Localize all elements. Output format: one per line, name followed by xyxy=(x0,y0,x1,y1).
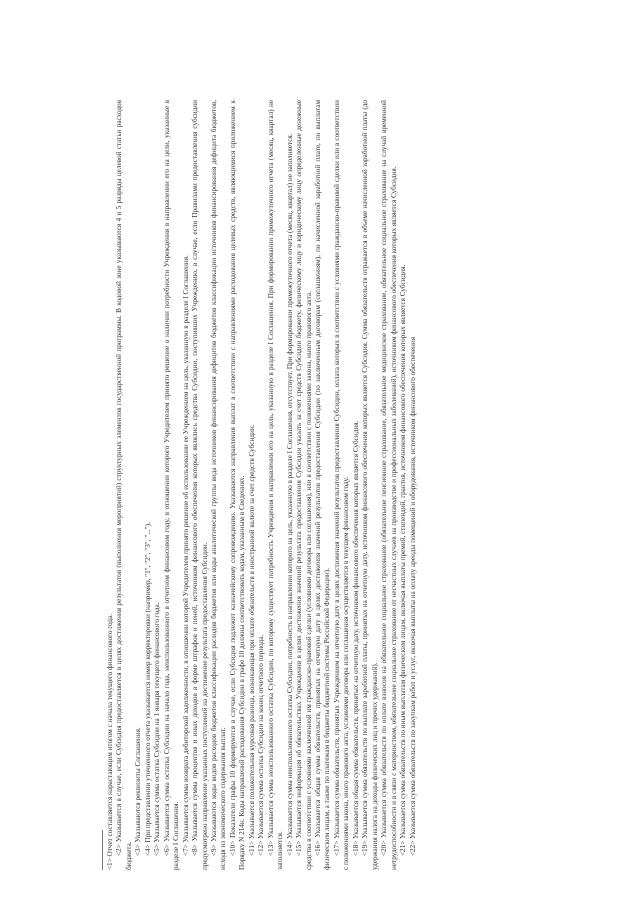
footnotes-list xyxy=(106,100,418,870)
footnote-22: <22> Указывается сумма обязательств по закупкам работ и услуг, включая выплаты на оплату аренды помещений и оборудования, источником финансового обеспечения xyxy=(408,336,417,856)
footnote-12: <12> Указывается сумма остатка Субсидии на конец отчетного периода. xyxy=(257,634,266,856)
footnote-14: <14> Указывается сумма неиспользованного остатка Субсидии, потребность в направлении которого на цель, указанную в разделе I Соглашения, отсутствует. При формировании промежуточного отчета (месяц, квартал) не заполняется. xyxy=(285,133,294,856)
footnote-19: <19> Указывается сумма обязательств по выплате заработной платы, принятых на отчетную дату, источником финансового обеспечения которых является Субсидия. Сумма обязательств отражается в объеме начисленной заработной платы (до удержания налога на доходы физических лиц и прочих удержаний). xyxy=(361,100,379,870)
footnote-13: <13> Указывается сумма неиспользованного остатка Субсидии, по которому существует потребность Учреждения в направлении его на цель, указанную в разделе I Соглашения. При формировании промежуточного отчета (месяц, квартал) не заполняется. xyxy=(266,100,285,870)
footnote-1: <1> Отчет составляется нарастающим итогом с начала текущего финансового года. xyxy=(106,613,114,870)
footnote-7: <7> Указывается сумма возврата дебиторской задолженности, в отношении которой Учредителем принято решение об использовании ее Учреждением на цель, указанную в разделе I Соглашения. xyxy=(181,255,190,856)
footnote-separator xyxy=(102,830,103,870)
footnote-21: <21> Указывается сумма обязательств по иным выплатам физическим лицам, включая выплаты премий, стипендий, грантов, источником финансового обеспечения которых является Субсидия. xyxy=(399,264,408,856)
footnote-18: <18> Указывается общая сумма обязательств, принятых на отчетную дату, источником финансового обеспечения которых является Субсидия. xyxy=(351,420,360,856)
footnote-8: <8> Указывается сумма процентов и иных доходов в форме штрафов и пеней, источником финансового обеспечения которых являлись средства Субсидии, поступивших Учреждению, в случае, если Правилами предоставления субсидии предусмотрено направление указанных поступлений на достижение результата предоставления Субсидии. xyxy=(191,100,209,870)
footnote-10: <10> Показатели графы 10 формируются в случае, если Субсидия подлежит казначейскому сопровождению. Указываются направления выплат в соответствии с направлениями расходования целевых средств, являющимися приложением к Порядку N 214н. Коды направлений расходования Субсидии в графе 10 должны соответствовать кодам, указанным в Сведениях. xyxy=(228,100,247,870)
footnote-2: <2> Указывается в случае, если Субсидия предоставляется в целях достижения результатов (выполнения мероприятий) структурных элементов государственной программы. В кодовой зоне указываются 4 и 5 разряды целевой статьи расходов бюджета. xyxy=(115,100,133,870)
footnote-6: <6> Указывается сумма остатка Субсидии на начало года, неиспользованного в отчетном финансовом году, в отношении которого Учредителем принято решение о наличии потребности Учреждения в направлении его на цели, указанные в разделе I Соглашения. xyxy=(162,100,181,870)
footnote-5: <5> Указывается сумма остатка Субсидии на 1 января текущего финансового года. xyxy=(153,602,162,856)
rotated-footnotes-page xyxy=(102,100,632,870)
footnote-16: <16> Указывается общая сумма обязательств, принятых на отчетную дату в целях достижения значений результатов предоставления Субсидии (по заключенным договорам (соглашениям), по начисленной заработной плате, по выплатам физическим лицам, а также по платежам в бюджеты бюджетной системы Российской Федерации). xyxy=(313,100,332,870)
footnote-20: <20> Указывается сумма обязательств по оплате взносов на обязательное социальное страхование (обязательное пенсионное страхование, обязательное медицинское страхование, обязательное социальное страхование на случай временной нетрудоспособности и в связи с материнством, обязательное социальное страхование от несчастных случаев на производстве и профессиональных заболеваний), источником финансового обеспечения которых является Субсидия. xyxy=(380,100,398,870)
footnote-17: <17> Указывается сумма обязательств, принятых Учреждением на отчетную дату в целях достижения значений результатов предоставления Субсидии, оплата которых в соответствии с условиями гражданско-правовой сделки или в соответствии с положениями закона, иного правового акта, условиями договора или соглашения осуществляется в текущем финансовом году. xyxy=(332,100,351,870)
footnote-3: <3> Указываются реквизиты Соглашения. xyxy=(134,727,143,856)
footnote-4: <4> При представлении уточненного отчета указывается номер корректировки (например, "1", "2", "3", "..."). xyxy=(143,522,152,856)
footnote-9: <9> Указываются коды видов расходов бюджетов классификации расходов бюджетов или коды аналитической группы вида источников финансирования дефицитов бюджетов классификации источников финансирования дефицита бюджетов, исходя из экономического содержания выплат. xyxy=(209,100,228,870)
footnote-11: <11> Указывается положительная курсовая разница, возникающая при оплате обязательств в иностранной валюте за счет средств Субсидии. xyxy=(247,424,256,856)
footnote-15: <15> Указывается информация об обязательствах Учреждения в целях достижения значений результата предоставления Субсидии указать за счет средств Субсидии бюджету, физическому лицу и юридическому лицу определенные денежные средства в соответствии с условиями заключенной им гражданско-правовой сделки (условиями договора или соглашения), или в соответствии с положениями закона, иного правового акта. xyxy=(295,100,313,870)
